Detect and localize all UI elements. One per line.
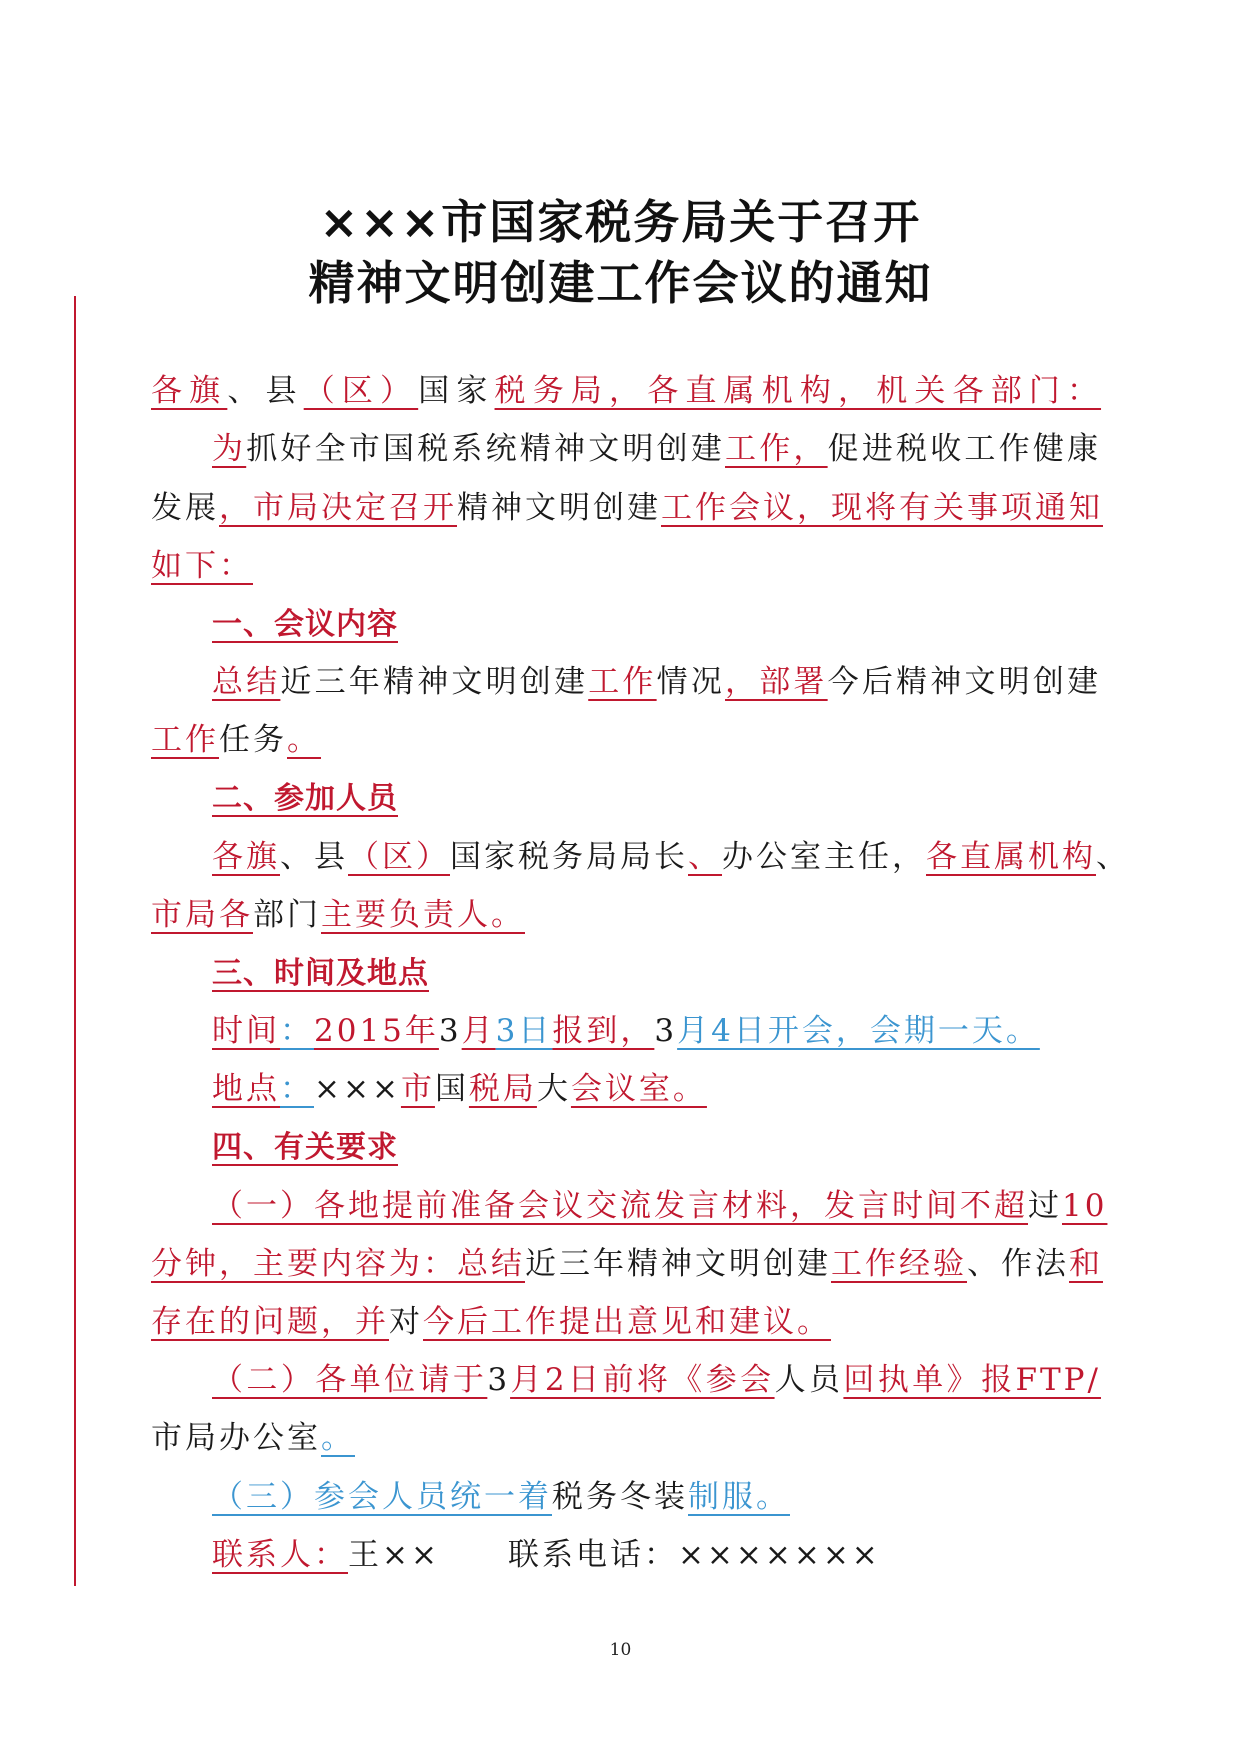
text-run: 工作 bbox=[151, 722, 219, 758]
text-run: 、 bbox=[1096, 839, 1130, 875]
text-run: 总结 bbox=[212, 664, 281, 700]
requirement-1-line-3 bbox=[151, 1302, 1101, 1342]
text-run: 工作经验 bbox=[831, 1246, 967, 1282]
text-run: 精神文明创建 bbox=[457, 490, 661, 526]
document-title-line-2: 精神文明创建工作会议的通知 bbox=[308, 256, 933, 310]
requirement-2-line-1 bbox=[212, 1360, 1101, 1400]
section-1-line-1 bbox=[212, 662, 1101, 702]
text-run: 抓好全市国税系统精神文明创建 bbox=[246, 431, 726, 467]
contact-line bbox=[212, 1535, 1101, 1575]
text-run: 市局办公室 bbox=[151, 1420, 321, 1456]
text-run: 3日 bbox=[495, 1013, 553, 1049]
text-run: 3 bbox=[654, 1013, 678, 1049]
text-run: 分钟，主要内容为：总结 bbox=[151, 1246, 525, 1282]
text-run: 3 bbox=[487, 1362, 511, 1398]
requirement-1-line-2 bbox=[151, 1244, 1101, 1284]
text-run: 如下： bbox=[151, 548, 253, 584]
section-2-heading: 二、参加人员 bbox=[212, 781, 398, 816]
text-run: 今后工作提出意见和建议。 bbox=[423, 1304, 831, 1340]
text-run: 近三年精神文明创建 bbox=[280, 664, 589, 700]
text-run: 情况 bbox=[656, 664, 726, 700]
text-run: （一）各地提前准备会议交流发言材料，发言时间不超 bbox=[212, 1188, 1028, 1224]
intro-line-2 bbox=[151, 488, 1101, 528]
text-run: （区） bbox=[303, 373, 419, 409]
text-run: 国 bbox=[434, 1071, 469, 1107]
text-run: ，部署 bbox=[725, 664, 828, 700]
requirement-2-line-2 bbox=[151, 1418, 1101, 1458]
text-run: 会议室。 bbox=[570, 1071, 707, 1107]
left-margin-rule bbox=[74, 296, 76, 1586]
page-number: 10 bbox=[609, 1640, 632, 1660]
text-run: 各旗 bbox=[212, 839, 280, 875]
document-title-line-1: ×××市国家税务局关于召开 bbox=[319, 195, 922, 249]
text-run: ，市局决定召开 bbox=[219, 490, 457, 526]
text-run: ××× bbox=[314, 1071, 401, 1107]
section-2-line-2 bbox=[151, 895, 1101, 935]
section-1-line-2 bbox=[151, 720, 1101, 760]
text-run: 对 bbox=[389, 1304, 423, 1340]
intro-line-3 bbox=[151, 546, 1101, 586]
text-run: 月4日开会，会期一天。 bbox=[677, 1013, 1040, 1049]
text-run: 3 bbox=[438, 1013, 462, 1049]
meeting-place-line bbox=[212, 1069, 1101, 1109]
text-run: 国家税务局局长 bbox=[450, 839, 688, 875]
text-run: ： bbox=[280, 1071, 314, 1107]
text-run: 工作会议，现将有关事项通知 bbox=[661, 490, 1103, 526]
section-1-heading: 一、会议内容 bbox=[212, 607, 398, 642]
text-run: 和 bbox=[1069, 1246, 1103, 1282]
text-run: 市 bbox=[400, 1071, 435, 1107]
text-run: 任务 bbox=[219, 722, 287, 758]
text-run: 制服。 bbox=[688, 1479, 790, 1515]
text-run: 今后精神文明创建 bbox=[827, 664, 1102, 700]
text-run: 主要负责人。 bbox=[321, 897, 525, 933]
text-run: 近三年精神文明创建 bbox=[525, 1246, 831, 1282]
text-run: 促进税收工作健康 bbox=[827, 431, 1102, 467]
text-run: 10 bbox=[1062, 1188, 1108, 1224]
text-run: 。 bbox=[321, 1420, 355, 1456]
text-run: 联系人： bbox=[212, 1537, 348, 1573]
text-run: 时间 bbox=[212, 1013, 280, 1049]
text-run: 2015年 bbox=[314, 1013, 439, 1049]
text-run: 税务冬装 bbox=[552, 1479, 688, 1515]
text-run: 办公室主任， bbox=[722, 839, 926, 875]
text-run: 、作法 bbox=[967, 1246, 1069, 1282]
text-run: 市局各 bbox=[151, 897, 253, 933]
text-run: （二）各单位请于 bbox=[212, 1362, 488, 1398]
text-run: （区） bbox=[348, 839, 450, 875]
text-run: 、县 bbox=[280, 839, 348, 875]
text-run: ： bbox=[280, 1013, 314, 1049]
text-run: 工作， bbox=[725, 431, 828, 467]
text-run: 月2日前将《参会 bbox=[510, 1362, 775, 1398]
text-run: 工作 bbox=[588, 664, 657, 700]
text-run: 税局 bbox=[468, 1071, 537, 1107]
text-run: 、 bbox=[688, 839, 722, 875]
text-run: 王×× 联系电话：××××××× bbox=[348, 1537, 881, 1573]
text-run: 回执单》报FTP/ bbox=[843, 1362, 1101, 1398]
text-run: （三）参会人员统一着 bbox=[212, 1479, 552, 1515]
text-run: 过 bbox=[1028, 1188, 1062, 1224]
section-4-heading: 四、有关要求 bbox=[212, 1130, 398, 1165]
text-run: 部门 bbox=[253, 897, 321, 933]
text-run: 报到， bbox=[552, 1013, 655, 1049]
text-run: 为 bbox=[212, 431, 247, 467]
text-run: 发展 bbox=[151, 490, 219, 526]
section-2-line-1 bbox=[212, 837, 1130, 877]
text-run: 各直属机构 bbox=[926, 839, 1096, 875]
text-run: 人员 bbox=[774, 1362, 844, 1398]
text-run: 税务局，各直属机构，机关各部门： bbox=[494, 373, 1102, 409]
requirement-1-line-1 bbox=[212, 1186, 1108, 1226]
text-run: 存在的问题，并 bbox=[151, 1304, 389, 1340]
addressee-line bbox=[151, 371, 1101, 411]
text-run: 各旗 bbox=[151, 373, 228, 409]
section-3-heading: 三、时间及地点 bbox=[212, 956, 429, 991]
text-run: 大 bbox=[536, 1071, 571, 1107]
text-run: 地点 bbox=[212, 1071, 280, 1107]
meeting-time-line bbox=[212, 1011, 1101, 1051]
intro-line-1 bbox=[212, 429, 1101, 469]
text-run: 。 bbox=[287, 722, 321, 758]
requirement-3-line bbox=[212, 1477, 1101, 1517]
text-run: 国家 bbox=[418, 373, 495, 409]
text-run: 月 bbox=[461, 1013, 496, 1049]
text-run: 、县 bbox=[227, 373, 304, 409]
